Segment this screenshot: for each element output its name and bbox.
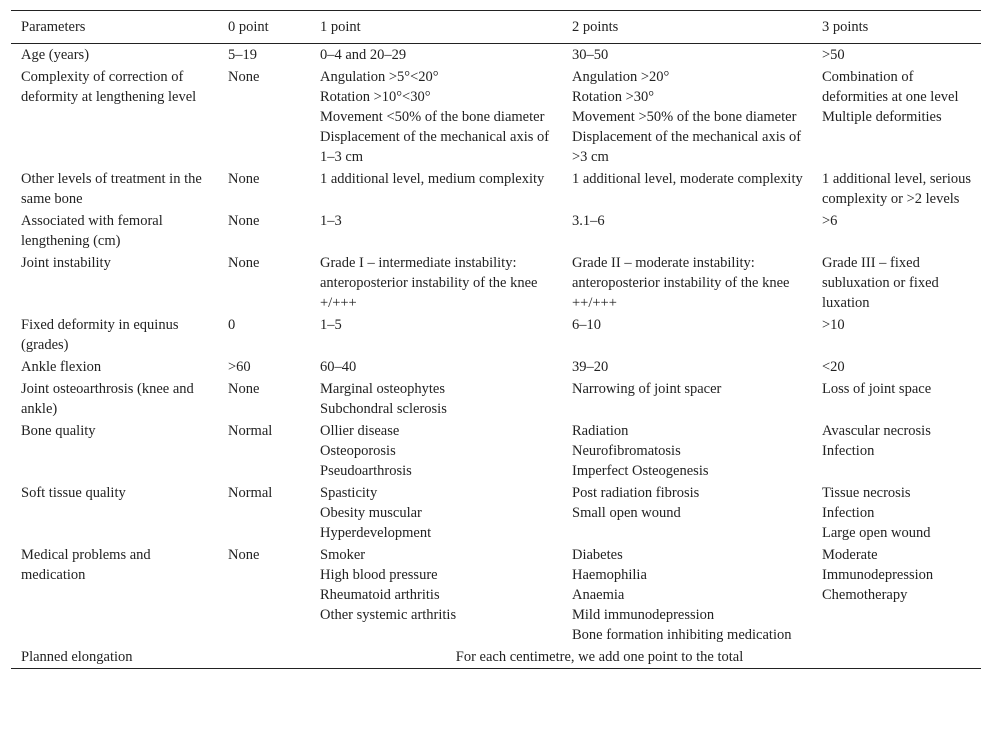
score-0-cell (218, 420, 310, 482)
cell-line: 3.1–6 (572, 213, 605, 229)
score-1-cell (310, 252, 562, 314)
cell-line: Infection (822, 505, 875, 521)
cell-line: Infection (822, 443, 875, 459)
cell-line: Large open wound (822, 525, 931, 541)
cell-line: Small open wound (572, 505, 681, 521)
cell-line: Hyperdevelopment (320, 525, 432, 541)
score-2-cell (562, 66, 812, 168)
cell-line: Normal (228, 485, 273, 501)
score-2-cell (562, 252, 812, 314)
cell-line: Angulation >5°<20° (320, 69, 439, 85)
table-header (11, 11, 981, 44)
score-0-cell (218, 168, 310, 210)
table-row (11, 482, 981, 544)
table-row (11, 210, 981, 252)
cell-line: Osteoporosis (320, 443, 396, 459)
cell-line: <20 (822, 359, 845, 375)
parameter-cell: Bone quality (21, 423, 96, 439)
score-3-cell (812, 482, 981, 544)
score-2-cell (562, 482, 812, 544)
cell-line: >10 (822, 317, 845, 333)
table-body (11, 44, 981, 669)
cell-line: 1 additional level, medium complexity (320, 171, 545, 187)
score-1-cell (310, 378, 562, 420)
score-3-cell (812, 66, 981, 168)
cell-line: Rheumatoid arthritis (320, 587, 440, 603)
cell-line: Avascular necrosis (822, 423, 931, 439)
cell-line: Spasticity (320, 485, 378, 501)
score-3-cell (812, 544, 981, 646)
scoring-table (11, 10, 981, 669)
cell-line: None (228, 69, 260, 85)
table-row-planned-elongation (11, 646, 981, 669)
cell-line: Marginal osteophytes (320, 381, 445, 397)
score-0-cell (218, 66, 310, 168)
parameter-cell: Soft tissue quality (21, 485, 126, 501)
score-3-cell (812, 378, 981, 420)
score-1-cell (310, 168, 562, 210)
score-0-cell (218, 482, 310, 544)
cell-line: Diabetes (572, 547, 623, 563)
cell-line: Bone formation inhibiting medication (572, 627, 792, 643)
cell-line: Haemophilia (572, 567, 647, 583)
score-1-cell (310, 482, 562, 544)
score-3-cell (812, 252, 981, 314)
header-parameters: Parameters (21, 19, 86, 35)
cell-line: Tissue necrosis (822, 485, 911, 501)
score-3-cell (812, 356, 981, 378)
table-row (11, 420, 981, 482)
cell-line: Movement >50% of the bone diameter (572, 109, 797, 125)
cell-line: None (228, 547, 260, 563)
cell-line: 60–40 (320, 359, 357, 375)
cell-line: Post radiation fibrosis (572, 485, 700, 501)
cell-line: Multiple deformities (822, 109, 942, 125)
cell-line: None (228, 171, 260, 187)
score-1-cell (310, 544, 562, 646)
cell-line: 6–10 (572, 317, 601, 333)
cell-line: Moderate (822, 547, 878, 563)
cell-line: 1 additional level, moderate complexity (572, 171, 803, 187)
cell-line: Immunodepression (822, 567, 934, 583)
cell-line: Other systemic arthritis (320, 607, 457, 623)
parameter-cell: Fixed deformity in equinus (grades) (21, 317, 179, 353)
table-row (11, 378, 981, 420)
table-row (11, 168, 981, 210)
score-2-cell (562, 356, 812, 378)
cell-line: 30–50 (572, 47, 609, 63)
cell-line: Rotation >10°<30° (320, 89, 431, 105)
parameter-cell: Medical problems and medication (21, 547, 151, 583)
table-row (11, 544, 981, 646)
cell-line: Grade II – moderate instability: anteroposterior instability of the knee ++/+++ (572, 255, 790, 311)
score-2-cell (562, 44, 812, 67)
score-2-cell (562, 314, 812, 356)
cell-line: None (228, 213, 260, 229)
cell-line: Displacement of the mechanical axis of 1–3 cm (320, 129, 550, 165)
cell-line: Imperfect Osteogenesis (572, 463, 709, 479)
parameter-cell: Planned elongation (21, 649, 133, 665)
header-row (11, 11, 981, 44)
table-row (11, 66, 981, 168)
cell-line: None (228, 381, 260, 397)
cell-line: >60 (228, 359, 251, 375)
table-row (11, 252, 981, 314)
score-3-cell (812, 210, 981, 252)
parameter-cell: Age (years) (21, 47, 90, 63)
cell-line: High blood pressure (320, 567, 438, 583)
score-2-cell (562, 168, 812, 210)
cell-line: Combination of deformities at one level (822, 69, 959, 105)
cell-line: 39–20 (572, 359, 609, 375)
table-row (11, 44, 981, 67)
score-0-cell (218, 210, 310, 252)
parameter-cell: Ankle flexion (21, 359, 102, 375)
cell-line: Displacement of the mechanical axis of >3 cm (572, 129, 802, 165)
score-1-cell (310, 314, 562, 356)
cell-line: Grade III – fixed subluxation or fixed luxation (822, 255, 939, 311)
score-2-cell (562, 210, 812, 252)
cell-line: Smoker (320, 547, 366, 563)
parameter-cell: Associated with femoral lengthening (cm) (21, 213, 163, 249)
cell-line: 0 (228, 317, 236, 333)
table-row (11, 314, 981, 356)
score-0-cell (218, 44, 310, 67)
parameter-cell: Joint osteoarthrosis (knee and ankle) (21, 381, 194, 417)
cell-line: Obesity muscular (320, 505, 422, 521)
score-2-cell (562, 420, 812, 482)
cell-line: 1 additional level, serious complexity or >2 levels (822, 171, 971, 207)
cell-line: Loss of joint space (822, 381, 932, 397)
score-2-cell (562, 378, 812, 420)
parameter-cell: Complexity of correction of deformity at lengthening level (21, 69, 197, 105)
cell-line: Angulation >20° (572, 69, 670, 85)
cell-line: Chemotherapy (822, 587, 908, 603)
score-0-cell (218, 544, 310, 646)
score-3-cell (812, 168, 981, 210)
score-1-cell (310, 356, 562, 378)
cell-line: Anaemia (572, 587, 625, 603)
score-2-cell (562, 544, 812, 646)
cell-line: Mild immunodepression (572, 607, 715, 623)
score-3-cell (812, 420, 981, 482)
cell-line: 1–5 (320, 317, 342, 333)
parameter-cell: Other levels of treatment in the same bone (21, 171, 202, 207)
score-0-cell (218, 378, 310, 420)
score-1-cell (310, 44, 562, 67)
cell-line: 5–19 (228, 47, 257, 63)
cell-line: Movement <50% of the bone diameter (320, 109, 545, 125)
cell-line: 0–4 and 20–29 (320, 47, 407, 63)
score-1-cell (310, 66, 562, 168)
cell-line: Neurofibromatosis (572, 443, 681, 459)
cell-line: Pseudoarthrosis (320, 463, 412, 479)
score-3-cell (812, 314, 981, 356)
score-1-cell (310, 420, 562, 482)
cell-line: Grade I – intermediate instability: anteroposterior instability of the knee +/+++ (320, 255, 538, 311)
cell-line: Narrowing of joint spacer (572, 381, 722, 397)
parameter-cell: Joint instability (21, 255, 111, 271)
score-0-cell (218, 356, 310, 378)
header-3-points: 3 points (822, 19, 869, 35)
header-1-point: 1 point (320, 19, 361, 35)
cell-line: None (228, 255, 260, 271)
score-1-cell (310, 210, 562, 252)
elongation-rule-cell: For each centimetre, we add one point to the total (455, 649, 744, 665)
header-0-point: 0 point (228, 19, 269, 35)
cell-line: 1–3 (320, 213, 342, 229)
score-3-cell (812, 44, 981, 67)
cell-line: Ollier disease (320, 423, 400, 439)
cell-line: Rotation >30° (572, 89, 655, 105)
cell-line: Normal (228, 423, 273, 439)
score-0-cell (218, 314, 310, 356)
cell-line: Subchondral sclerosis (320, 401, 447, 417)
cell-line: >50 (822, 47, 845, 63)
cell-line: >6 (822, 213, 838, 229)
cell-line: Radiation (572, 423, 629, 439)
table-row (11, 356, 981, 378)
score-0-cell (218, 252, 310, 314)
header-2-points: 2 points (572, 19, 619, 35)
